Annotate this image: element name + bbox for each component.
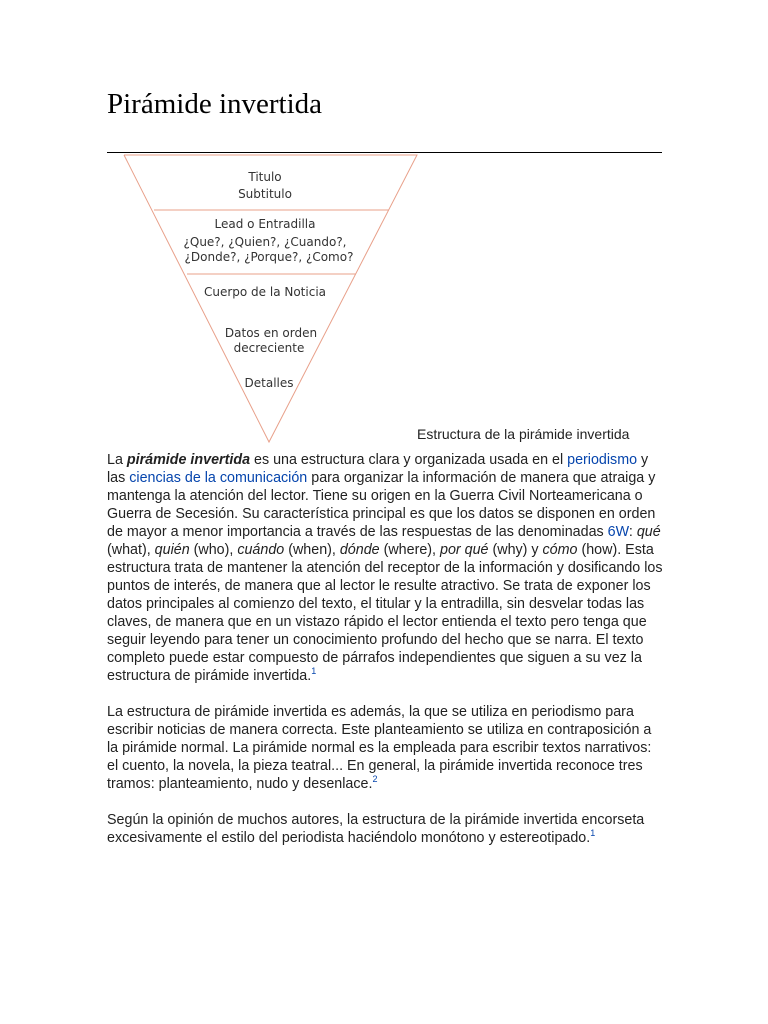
- paragraph-3: [107, 811, 663, 847]
- link-6w[interactable]: 6W: [607, 524, 629, 540]
- page-title: Pirámide invertida: [107, 88, 323, 120]
- text: (who),: [189, 542, 238, 558]
- pyramid-label-questions-1: ¿Que?, ¿Quien?, ¿Cuando?,: [183, 235, 347, 249]
- text: (what),: [107, 542, 155, 558]
- paragraph-1: [107, 451, 663, 685]
- link-periodismo[interactable]: periodismo: [567, 452, 638, 468]
- pyramid-label-titulo: Titulo: [248, 170, 282, 184]
- text: (how). Esta estructura trata de mantener la atención del receptor de la información y dosificando los puntos de interés, de manera que al lector le resulte atractivo. Se trata de exponer los datos principales al comienzo del texto, el titular y la entradilla, sin desvelar todas las claves, de manera que en un vistazo rápido el lector entienda el texto pero tenga que seguir leyendo para tener un conocimiento profundo del hecho que se narra. El texto completo puede estar compuesto de párrafos independientes que siguen a su vez la estructura de pirámide invertida.: [107, 542, 663, 684]
- text: para organizar la información de manera que atraiga y mantenga la atención del lector. Tiene su origen en la Guerra Civil Norteamericana o Guerra de Secesión. Su característica principal es que los datos se disponen en orden de mayor a menor importancia a través de las respuestas de las denominadas: [107, 470, 656, 540]
- italic-term: por qué: [440, 542, 489, 558]
- reference-mark: [372, 774, 377, 784]
- italic-term: cuándo: [237, 542, 285, 558]
- italic-term: quién: [154, 542, 190, 558]
- pyramid-label-lead: Lead o Entradilla: [214, 217, 316, 231]
- text: es una estructura clara y organizada usada en el: [250, 452, 568, 468]
- bold-term: pirámide invertida: [126, 452, 251, 468]
- article-body: [107, 451, 663, 865]
- reference-link[interactable]: 1: [311, 666, 317, 677]
- text: La estructura de pirámide invertida es además, la que se utiliza en periodismo para escribir noticias de manera correcta. Este planteamiento se utiliza en contraposición a la pirámide normal. La pirámide normal es la empleada para escribir textos narrativos: el cuento, la novela, la pieza teatral... En general, la pirámide invertida reconoce tres tramos: planteamiento, nudo y desenlace.: [107, 704, 652, 792]
- text: La: [107, 452, 127, 468]
- text: (why) y: [488, 542, 543, 558]
- figure-caption: Estructura de la pirámide invertida: [417, 426, 630, 442]
- pyramid-label-subtitulo: Subtitulo: [238, 187, 292, 201]
- reference-link[interactable]: 2: [372, 774, 378, 785]
- text: (where),: [379, 542, 441, 558]
- pyramid-label-datos: Datos en orden: [224, 326, 318, 340]
- link-ciencias-comunicacion[interactable]: ciencias de la comunicación: [129, 470, 308, 486]
- paragraph-2: [107, 703, 663, 793]
- reference-mark: [311, 666, 316, 676]
- reference-link[interactable]: 1: [590, 828, 596, 839]
- reference-mark: [590, 828, 595, 838]
- italic-term: cómo: [542, 542, 578, 558]
- pyramid-label-questions-2: ¿Donde?, ¿Porque?, ¿Como?: [184, 250, 354, 264]
- text: Según la opinión de muchos autores, la estructura de la pirámide invertida encorseta excesivamente el estilo del periodista haciéndolo monótono y estereotipado.: [107, 812, 645, 846]
- pyramid-label-detalles: Detalles: [244, 376, 294, 390]
- pyramid-label-decreciente: decreciente: [233, 341, 305, 355]
- text: :: [628, 524, 637, 540]
- pyramid-label-cuerpo: Cuerpo de la Noticia: [203, 285, 327, 299]
- text: y las: [107, 452, 649, 486]
- pyramid-figure: [107, 150, 662, 450]
- inverted-pyramid-diagram: [107, 150, 662, 450]
- italic-term: qué: [636, 524, 661, 540]
- italic-term: dónde: [339, 542, 380, 558]
- text: (when),: [284, 542, 340, 558]
